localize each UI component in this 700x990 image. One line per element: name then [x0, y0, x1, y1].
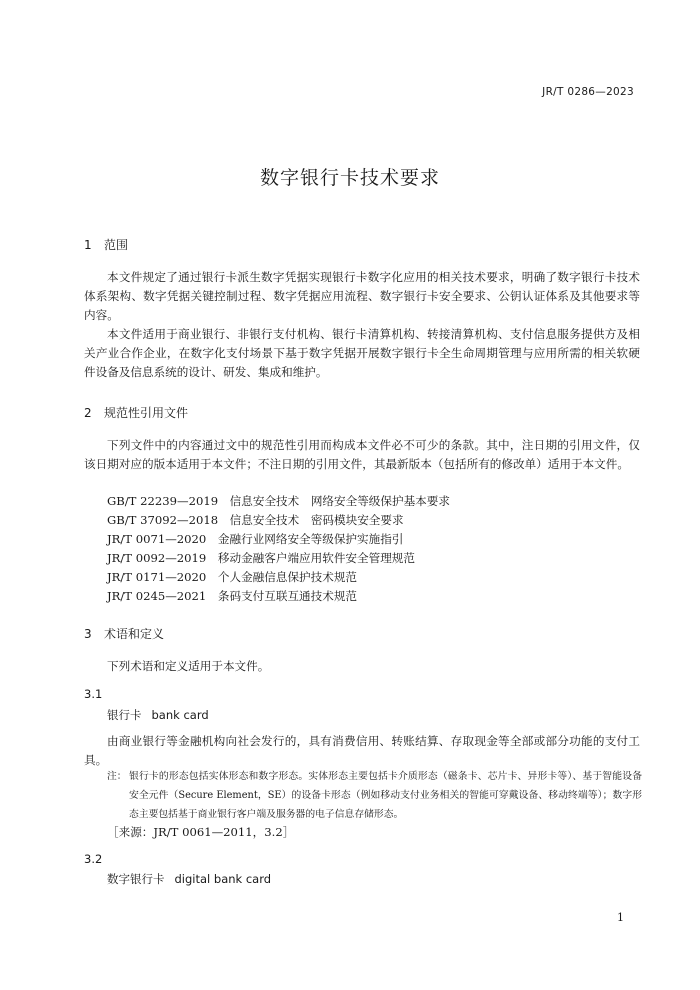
section-1-heading — [84, 236, 128, 253]
section-3-heading — [84, 625, 164, 642]
section-3-number: 3 — [84, 627, 92, 641]
reference-item: GB/T 37092—2018 信息安全技术 密码模块安全要求 — [107, 513, 404, 527]
section-1-title: 范围 — [104, 238, 129, 252]
document-code: JR/T 0286—2023 — [542, 86, 634, 98]
section-2-intro: 下列文件中的内容通过文中的规范性引用而构成本文件必不可少的条款。其中，注日期的引用文件，仅该日期对应的版本适用于本文件；不注日期的引用文件，其最新版本（包括所有的修改单）适用于本文件。 — [84, 438, 640, 471]
section-2-title: 规范性引用文件 — [104, 406, 189, 420]
term-number: 3.1 — [84, 687, 103, 701]
term-name — [107, 871, 271, 887]
note-body: 银行卡的形态包括实体形态和数字形态。实体形态主要包括卡介质形态（磁条卡、芯片卡、异形卡等）、基于智能设备安全元件（Secure Element，SE）的设备卡形态（例如移动支付业务相关的智能可穿戴设备、移动终端等）；数字形态主要包括基于商业银行客户端及服务器的电子信息存储形态。 — [129, 771, 642, 820]
section-3-title: 术语和定义 — [104, 627, 165, 641]
section-1-paragraph-1: 本文件规定了通过银行卡派生数字凭据实现银行卡数字化应用的相关技术要求，明确了数字银行卡技术体系架构、数字凭据关键控制过程、数字凭据应用流程、数字银行卡安全要求、公钥认证体系及其他要求等内容。 — [84, 270, 640, 322]
section-2-number: 2 — [84, 406, 92, 420]
section-1-number: 1 — [84, 238, 92, 252]
section-1-paragraph-2: 本文件适用于商业银行、非银行支付机构、银行卡清算机构、转接清算机构、支付信息服务提供方及相关产业合作企业，在数字化支付场景下基于数字凭据开展数字银行卡全生命周期管理与应用所需的相关软硬件设备及信息系统的设计、研发、集成和维护。 — [84, 327, 640, 379]
term-name-zh: 数字银行卡 — [107, 872, 165, 886]
page-number: 1 — [617, 911, 624, 924]
term-name-en: digital bank card — [174, 872, 272, 886]
section-2-heading — [84, 404, 188, 421]
term-definition: 由商业银行等金融机构向社会发行的，具有消费信用、转账结算、存取现金等全部或部分功能的支付工具。 — [84, 734, 640, 767]
term-name-zh: 银行卡 — [107, 708, 142, 722]
reference-item: JR/T 0071—2020 金融行业网络安全等级保护实施指引 — [107, 532, 404, 546]
reference-item: GB/T 22239—2019 信息安全技术 网络安全等级保护基本要求 — [107, 494, 450, 508]
reference-item: JR/T 0171—2020 个人金融信息保护技术规范 — [107, 570, 358, 584]
reference-item: JR/T 0092—2019 移动金融客户端应用软件安全管理规范 — [107, 551, 415, 565]
section-3-intro: 下列术语和定义适用于本文件。 — [107, 659, 270, 673]
term-source: ［来源：JR/T 0061—2011，3.2］ — [107, 825, 295, 839]
reference-item: JR/T 0245—2021 条码支付互联互通技术规范 — [107, 589, 358, 603]
term-number: 3.2 — [84, 852, 103, 866]
note-label: 注： — [107, 771, 127, 782]
document-title: 数字银行卡技术要求 — [259, 167, 440, 189]
term-name-en: bank card — [151, 708, 209, 722]
term-name — [107, 707, 209, 723]
term-note — [107, 767, 642, 824]
